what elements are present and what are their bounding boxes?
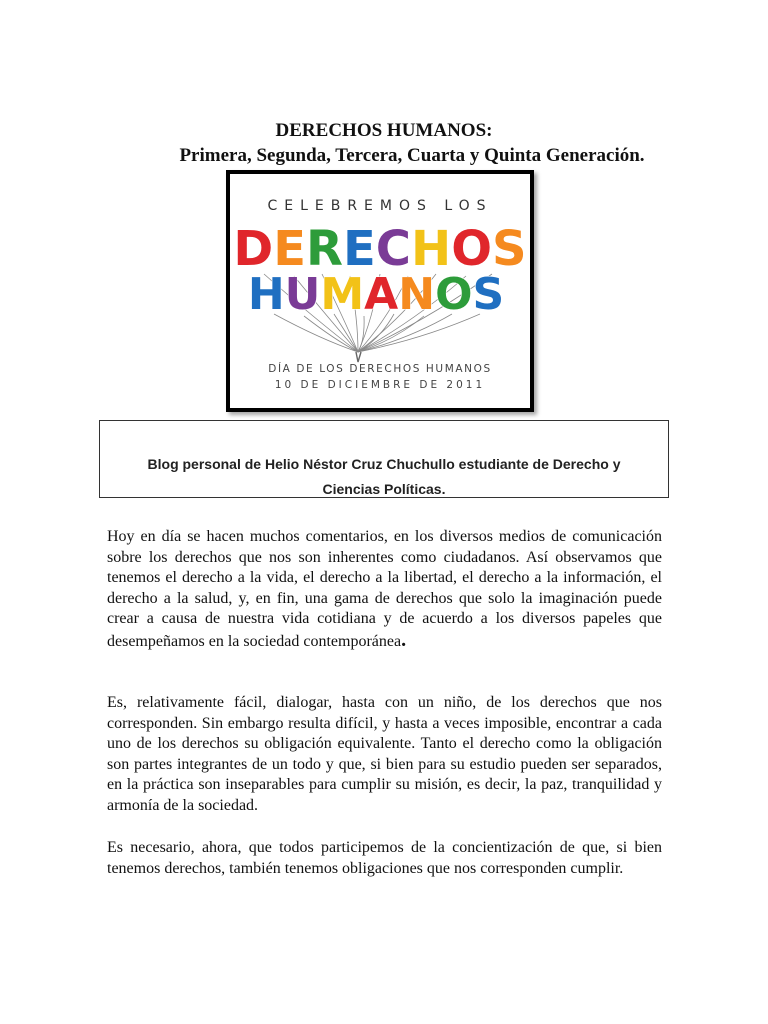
balloon-letter: O: [451, 221, 493, 277]
balloon-letter: C: [375, 221, 412, 277]
poster-illustration: [230, 174, 530, 408]
document-subtitle: Primera, Segunda, Tercera, Cuarta y Quinta Generación.: [179, 145, 645, 166]
balloon-letter: N: [398, 269, 436, 320]
poster-image: [226, 170, 534, 412]
balloon-letter: U: [284, 269, 321, 320]
document-title: DERECHOS HUMANOS:: [275, 120, 493, 141]
paragraph-2: Es, relativamente fácil, dialogar, hasta con un niño, de los derechos que nos corresponden. Sin embargo resulta difícil, y hasta a veces imposible, encontrar a cada uno de los derechos su obligación equivalente. Tanto el derecho como la obligación son partes integrantes de un todo y que, si bien para su estudio pueden ser separados, en la práctica son inseparables para cumplir su misión, es decir, la paz, tranquilidad y armonía de la sociedad.: [107, 694, 662, 814]
balloon-letter: E: [343, 221, 376, 277]
balloon-letter: S: [492, 221, 527, 277]
balloon-letter: O: [435, 269, 473, 320]
balloon-letter: E: [273, 221, 307, 277]
poster-caption-day: DÍA DE LOS DERECHOS HUMANOS: [268, 363, 492, 375]
poster-heading: CELEBREMOS LOS: [267, 198, 493, 214]
balloon-letter: R: [306, 221, 344, 277]
paragraph-1-period: .: [401, 628, 407, 651]
balloon-knot: [356, 352, 361, 362]
balloon-letter: H: [411, 221, 452, 277]
blog-note-line2: Ciencias Políticas.: [322, 481, 446, 497]
paragraph-3: Es necesario, ahora, que todos participemos de la concientización de que, si bien tenemos derechos, también tenemos obligaciones que nos corresponden cumplir.: [107, 839, 662, 877]
balloon-letter: A: [364, 269, 399, 320]
blog-note-line1: Blog personal de Helio Néstor Cruz Chuchullo estudiante de Derecho y: [147, 456, 621, 472]
poster-caption-date: 10 DE DICIEMBRE DE 2011: [274, 379, 486, 391]
blog-note-box: [99, 420, 669, 498]
balloon-letter: M: [320, 269, 365, 320]
balloon-letter: H: [247, 269, 285, 320]
balloon-letter: S: [472, 269, 505, 320]
balloon-letter: D: [233, 221, 274, 277]
poster-word-humanos: [248, 269, 504, 320]
paragraph-1: [107, 527, 662, 652]
paragraph-1-text: Hoy en día se hacen muchos comentarios, en los diversos medios de comunicación sobre los derechos que nos son inherentes como ciudadanos. Así observamos que tenemos el derecho a la vida, el derecho a la libertad, el derecho a la información, el derecho a la salud, y, en fin, una gama de derechos que solo la imaginación puede crear a causa de nuestra vida cotidiana y de acuerdo a los diversos papeles que desempeñamos en la sociedad contemporánea: [107, 528, 662, 650]
